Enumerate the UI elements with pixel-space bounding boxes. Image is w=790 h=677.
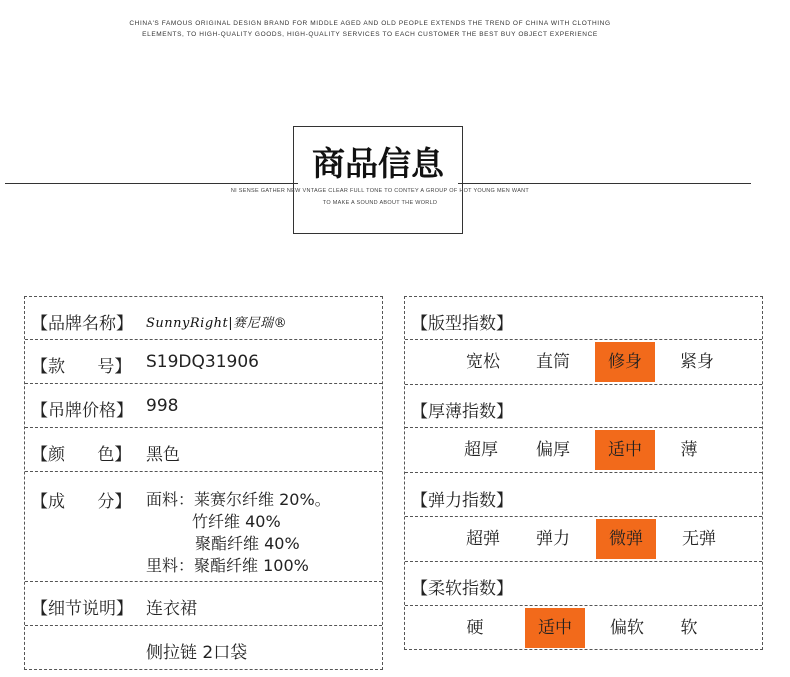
- composition-line-3: 聚酯纤维 40%: [195, 534, 300, 553]
- model-row: [25, 340, 382, 384]
- softness-index-header-row: [405, 562, 762, 606]
- elasticity-index-label: 【弹力指数】: [411, 491, 513, 511]
- elasticity-index-options-row: [405, 517, 762, 562]
- thickness-index-header-row: [405, 385, 762, 428]
- thickness-option-medium: 适中: [595, 430, 655, 470]
- fit-option-straight: 直筒: [536, 352, 570, 372]
- detail-label: 【细节说明】: [31, 599, 133, 619]
- price-label: 【吊牌价格】: [31, 401, 133, 421]
- color-row: [25, 428, 382, 472]
- product-info-table: [24, 296, 383, 670]
- fit-option-tight: 紧身: [680, 352, 714, 372]
- color-label: 【颜 色】: [31, 445, 132, 465]
- detail-value-1: 连衣裙: [146, 599, 197, 619]
- composition-label: 【成 分】: [31, 492, 132, 512]
- fit-indices-table: [404, 296, 763, 650]
- composition-line-1: 面料：莱赛尔纤维 20%。: [146, 490, 331, 509]
- color-value: 黑色: [146, 445, 180, 465]
- elasticity-index-header-row: [405, 473, 762, 517]
- softness-option-soft: 软: [680, 618, 698, 638]
- page-title: [293, 138, 463, 185]
- detail-row-2: [25, 626, 382, 669]
- thickness-option-thick: 偏厚: [536, 440, 570, 460]
- title-subtitle-2: TO MAKE A SOUND ABOUT THE WORLD: [322, 200, 438, 206]
- detail-value-2: 侧拉链 2口袋: [146, 643, 248, 663]
- elasticity-option-super: 超弹: [466, 529, 500, 549]
- fit-index-label: 【版型指数】: [411, 314, 513, 334]
- elasticity-option-slight: 微弹: [596, 519, 656, 559]
- detail-row: [25, 582, 382, 626]
- fit-index-header-row: [405, 297, 762, 340]
- model-value: S19DQ31906: [146, 352, 259, 372]
- composition-line-4: 里料：聚酯纤维 100%: [146, 556, 309, 575]
- elasticity-option-elastic: 弹力: [536, 529, 570, 549]
- model-label: 【款 号】: [31, 357, 132, 377]
- softness-option-hard: 硬: [466, 618, 484, 638]
- fit-option-loose: 宽松: [466, 352, 500, 372]
- composition-line-2: 竹纤维 40%: [192, 512, 281, 531]
- fit-option-slim: 修身: [595, 342, 655, 382]
- softness-index-options-row: [405, 606, 762, 649]
- brand-row: [25, 297, 382, 340]
- header-tagline-2: ELEMENTS, TO HIGH-QUALITY GOODS, HIGH-QUALITY SERVICES TO EACH CUSTOMER THE BEST BUY OBJECT EXPERIENCE: [142, 31, 598, 38]
- header-tagline-1: CHINA'S FAMOUS ORIGINAL DESIGN BRAND FOR MIDDLE AGED AND OLD PEOPLE EXTENDS THE TREND OF CHINA WITH CLOTHING: [129, 20, 611, 27]
- page-title-text: 商品信息: [306, 144, 450, 183]
- thickness-option-thin: 薄: [680, 440, 698, 460]
- brand-label: 【品牌名称】: [31, 314, 133, 334]
- fit-index-options-row: [405, 340, 762, 385]
- thickness-option-extra-thick: 超厚: [464, 440, 498, 460]
- composition-row: [25, 472, 382, 582]
- brand-logo: SunnyRight|赛尼瑞®: [146, 316, 288, 331]
- softness-index-label: 【柔软指数】: [411, 579, 513, 599]
- thickness-index-label: 【厚薄指数】: [411, 402, 513, 422]
- price-row: [25, 384, 382, 428]
- elasticity-option-none: 无弹: [682, 529, 716, 549]
- softness-option-soft-ish: 偏软: [610, 618, 644, 638]
- softness-option-medium: 适中: [525, 608, 585, 648]
- price-value: 998: [146, 396, 179, 416]
- title-subtitle-1: NI SENSE GATHER NEW VNTAGE CLEAR FULL TONE TO CONTEY A GROUP OF HOT YOUNG MEN WANT: [230, 188, 530, 194]
- thickness-index-options-row: [405, 428, 762, 473]
